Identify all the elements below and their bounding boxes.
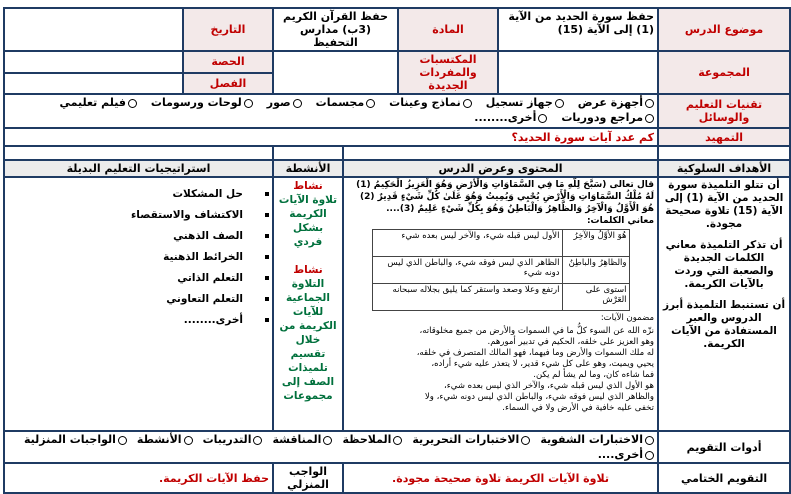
tool-option-label: مراجع ودوريات — [561, 111, 644, 124]
meanings-table — [372, 229, 630, 311]
tool-option-label: نماذج وعينات — [389, 96, 461, 109]
bullet-icon — [265, 234, 269, 238]
explanation-line: نزّه الله عن السوء كلُّ ما في السموات والأرض من جميع مخلوقاته، — [419, 326, 655, 336]
strategy-label: التعلم الذاتي — [177, 272, 243, 284]
activity-title: نشاط — [293, 264, 323, 276]
strategy-label: حل المشكلات — [172, 188, 243, 200]
radio-circle-icon[interactable] — [323, 436, 332, 445]
radio-circle-icon[interactable] — [645, 451, 654, 460]
subject-value: حفظ القرآن الكريم (3ب) مدارس التحفيظ — [273, 8, 398, 51]
bullet-icon — [265, 297, 269, 301]
meaning-text: الظاهر الذي ليس فوقه شيء، والباطن الذي ليس دونه شيء — [372, 257, 562, 284]
assessment-option[interactable] — [24, 433, 127, 446]
lesson-topic-label: موضوع الدرس — [658, 8, 790, 51]
meaning-word: استوى على العَرْش — [562, 284, 629, 311]
assessment-options — [4, 431, 658, 463]
tool-option[interactable] — [474, 111, 547, 124]
goals-list — [662, 179, 786, 351]
meanings-title: معاني الكلمات: — [586, 216, 655, 226]
vocab-value[interactable] — [273, 51, 398, 94]
explanation-line: هو الأول الذي ليس قبله شيء، والآخر الذي ليس بعده شيء، — [444, 381, 655, 391]
activities-header: الأنشطة — [273, 160, 343, 177]
explanation-line: وهو العزيز على خلقه، الحكيم في تدبير أمورهم. — [487, 337, 655, 347]
tools-options-list — [8, 96, 654, 124]
goal-item: أن تتلو التلميذة سورة الحديد من الآية (1) إلى الآية (15) تلاوة صحيحة مجودة. — [664, 179, 784, 230]
activity-text: التلاوة الجماعية للآيات الكريمة من خلال تقسيم تلميذات الصف إلى مجموعات — [279, 278, 337, 402]
tool-option[interactable] — [561, 111, 654, 124]
radio-circle-icon[interactable] — [128, 99, 137, 108]
tool-option[interactable] — [486, 96, 564, 109]
assessment-option-label: الأنشطة — [136, 433, 182, 446]
assessment-option[interactable] — [412, 433, 530, 446]
tool-option[interactable] — [389, 96, 472, 109]
table-row — [372, 230, 629, 257]
explanation-line: تخفى عليه خافية في الأرض ولا في السماء. — [502, 403, 655, 413]
list-item — [8, 188, 269, 200]
strategy-label: أخرى........ — [183, 314, 243, 326]
goal-item: أن تستنبط التلميذة أبرز الدروس والعبر المستفادة من الآيات الكريمة. — [662, 299, 786, 350]
tool-option[interactable] — [151, 96, 253, 109]
tool-option-label: لوحات ورسومات — [150, 96, 242, 109]
tool-option[interactable] — [316, 96, 376, 109]
radio-circle-icon[interactable] — [645, 114, 654, 123]
radio-circle-icon[interactable] — [645, 436, 654, 445]
radio-circle-icon[interactable] — [244, 99, 253, 108]
list-item — [8, 209, 269, 221]
intro-value: كم عدد آيات سورة الحديد؟ — [4, 128, 658, 146]
assessment-option[interactable] — [342, 433, 402, 446]
assessment-label: أدوات التقويم — [658, 431, 790, 463]
radio-circle-icon[interactable] — [293, 99, 302, 108]
radio-circle-icon[interactable] — [393, 436, 402, 445]
date-value[interactable] — [4, 8, 183, 51]
radio-circle-icon[interactable] — [645, 99, 654, 108]
spacer-cell — [4, 146, 273, 160]
tool-option-label: فيلم تعليمي — [59, 96, 126, 109]
closing-label: التقويم الختامي — [658, 463, 790, 493]
radio-circle-icon[interactable] — [555, 99, 564, 108]
tool-option-label: جهاز تسجيل — [485, 96, 553, 109]
goals-header: الأهداف السلوكية — [658, 160, 790, 177]
tool-option[interactable] — [59, 96, 136, 109]
explanation-line: يحيي ويميت، وهو على كل شيء قدير، لا يتعذر عليه شيء أراده، — [431, 359, 655, 369]
strategy-label: التعلم التعاوني — [166, 293, 243, 305]
meaning-word: والظاهِرُ والباطِنُ — [562, 257, 629, 284]
tool-option-label: أجهزة عرض — [577, 96, 644, 109]
period-label: الحصة — [183, 51, 273, 73]
lesson-topic-value: حفظ سورة الحديد من الآية (1) إلى الآية (15) — [498, 8, 658, 51]
intro-label: التمهيد — [658, 128, 790, 146]
lesson-plan-table — [3, 7, 791, 494]
explanation-line: فما شاءه كان، وما لم يشأ لم يكن. — [533, 370, 655, 380]
radio-circle-icon[interactable] — [366, 99, 375, 108]
goals-cell — [658, 177, 790, 431]
meaning-text: الأول ليس قبله شيء، والآخر ليس بعده شيء — [372, 230, 562, 257]
explanation-line: والظاهر الذي ليس فوقه شيء، والباطن الذي ليس دونه شيء، ولا — [424, 392, 655, 402]
subject-label: المادة — [398, 8, 498, 51]
bullet-icon — [265, 276, 269, 280]
closing-value: تلاوة الآيات الكريمة تلاوة صحيحة مجودة. — [343, 463, 658, 493]
activity-1 — [277, 179, 339, 249]
radio-circle-icon[interactable] — [463, 99, 472, 108]
spacer-cell — [343, 146, 658, 160]
group-label: المجموعة — [658, 51, 790, 94]
list-item — [8, 251, 269, 263]
verse-text: قال تعالى (سَبَّحَ لِلَّهِ مَا فِي السَّمَاوَاتِ وَالْأَرْضِ وَهُوَ الْعَزِيزُ الْحَكِيمُ (1) لَهُ مُلْكُ السَّمَاوَاتِ وَالْأَرْضِ يُحْيِي وَيُمِيتُ وَهُوَ عَلَىٰ كُلِّ شَيْءٍ قَدِيرٌ (2) هُوَ الْأَوَّلُ وَالْآخِرُ وَالظَّاهِرُ وَالْبَاطِنُ وَهُوَ بِكُلِّ شَيْءٍ عَلِيمٌ (3).... — [356, 180, 655, 214]
strategies-header: استراتيجيات التعليم البديلة — [4, 160, 273, 177]
tools-label: تقنيات التعليم والوسائل — [658, 94, 790, 128]
bullet-icon — [265, 213, 269, 217]
content-header: المحتوى وعرض الدرس — [343, 160, 658, 177]
assessment-option-label: أخرى.... — [597, 448, 644, 461]
radio-circle-icon[interactable] — [118, 436, 127, 445]
tool-option-label: أخرى........ — [474, 111, 537, 124]
assessment-option-label: الواجبات المنزلية — [24, 433, 116, 446]
group-value[interactable] — [498, 51, 658, 94]
assessment-option[interactable] — [540, 433, 654, 446]
strategy-label: الخرائط الذهنية — [163, 251, 243, 263]
strategy-label: الصف الذهني — [173, 230, 243, 242]
spacer-cell — [658, 146, 790, 160]
class-label: الفصل — [183, 73, 273, 95]
bullet-icon — [265, 318, 269, 322]
list-item — [8, 293, 269, 305]
assessment-option[interactable] — [203, 433, 263, 446]
assessment-option-label: المناقشة — [272, 433, 322, 446]
tool-option-label: صور — [266, 96, 291, 109]
homework-value: حفظ الآيات الكريمة. — [4, 463, 273, 493]
assessment-option-label: الملاحظة — [342, 433, 392, 446]
list-item — [8, 314, 269, 326]
bullet-icon — [265, 192, 269, 196]
date-label: التاريخ — [183, 8, 273, 51]
spacer-cell — [273, 146, 343, 160]
strategies-list — [8, 188, 269, 326]
activities-cell — [273, 177, 343, 431]
class-value[interactable] — [4, 73, 183, 95]
radio-circle-icon[interactable] — [253, 436, 262, 445]
assessment-option[interactable] — [598, 448, 654, 461]
table-row — [372, 257, 629, 284]
meaning-text: ارتفع وعلا وصعد واستقر كما يليق بجلاله سبحانه — [372, 284, 562, 311]
tool-option-label: مجسمات — [315, 96, 365, 109]
assessment-option-label: الاختبارات التحريرية — [412, 433, 520, 446]
period-value[interactable] — [4, 51, 183, 73]
list-item — [8, 230, 269, 242]
bullet-icon — [265, 255, 269, 259]
table-row — [372, 284, 629, 311]
vocab-label: المكتسبات والمفردات الجديدة — [398, 51, 498, 94]
tool-option[interactable] — [267, 96, 302, 109]
assessment-option[interactable] — [137, 433, 193, 446]
activity-2 — [277, 263, 339, 403]
radio-circle-icon[interactable] — [521, 436, 530, 445]
explanation-title: مضمون الآيات: — [600, 313, 655, 323]
radio-circle-icon[interactable] — [538, 114, 547, 123]
activity-text: تلاوة الآيات الكريمة بشكل فردي — [278, 194, 338, 248]
explanation-line: له ملك السموات والأرض وما فيهما، فهو المالك المتصرف في خلقه، — [416, 348, 655, 358]
list-item — [8, 272, 269, 284]
meaning-word: هُوَ الأوَّلُ والآخِرُ — [562, 230, 629, 257]
explanation-text — [347, 326, 654, 414]
assessment-option-label: الاختبارات الشفوية — [540, 433, 644, 446]
activity-title: نشاط — [293, 180, 323, 192]
radio-circle-icon[interactable] — [184, 436, 193, 445]
assessment-option-label: التدريبات — [202, 433, 252, 446]
assessment-option[interactable] — [272, 433, 332, 446]
strategy-label: الاكتشاف والاستقصاء — [130, 209, 243, 221]
tools-options — [4, 94, 658, 128]
content-cell — [343, 177, 658, 431]
homework-label: الواجب المنزلي — [273, 463, 343, 493]
tool-option[interactable] — [578, 96, 654, 109]
assessment-options-list — [8, 433, 654, 461]
strategies-cell — [4, 177, 273, 431]
goal-item: أن تذكر التلميذة معاني الكلمات الجديدة والصعبة التي وردت بالآيات الكريمة. — [665, 239, 783, 290]
